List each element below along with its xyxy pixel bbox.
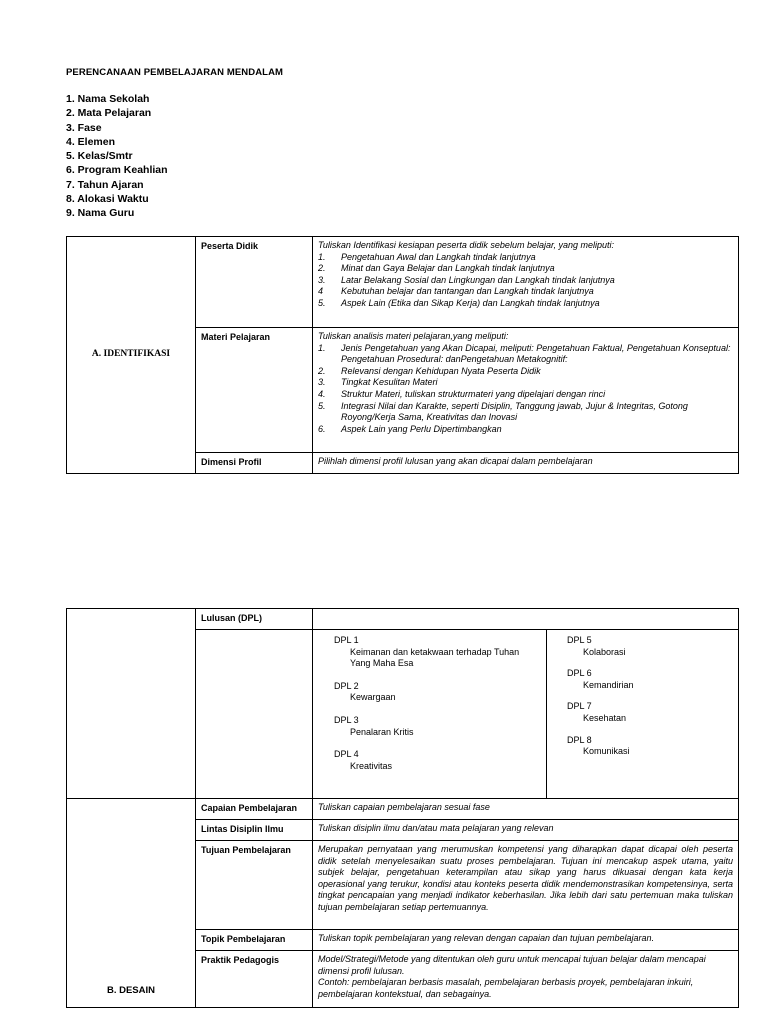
identifikasi-section-label: A. IDENTIFIKASI xyxy=(67,237,196,474)
list-item: 2. Relevansi dengan Kehidupan Nyata Peserta Didik xyxy=(318,365,541,376)
desain-top-spacer xyxy=(67,609,196,799)
tujuan-pembelajaran-label: Tujuan Pembelajaran xyxy=(196,841,313,930)
field-mata-pelajaran: 2. Mata Pelajaran xyxy=(66,107,152,120)
peserta-didik-list xyxy=(318,252,733,310)
dpl-item: DPL 8 Komunikasi xyxy=(567,734,630,757)
field-fase: 3. Fase xyxy=(66,121,102,134)
list-item: 6. Aspek Lain yang Perlu Dipertimbangkan xyxy=(318,423,502,434)
list-item: 3. Latar Belakang Sosial dan Lingkungan dan Langkah tindak lanjutnya xyxy=(318,274,615,285)
materi-pelajaran-label: Materi Pelajaran xyxy=(196,328,313,453)
dpl-item: DPL 3 Penalaran Kritis xyxy=(334,714,414,737)
dpl-item: DPL 4 Kreativitas xyxy=(334,749,393,771)
field-elemen: 4. Elemen xyxy=(66,135,116,148)
topik-pembelajaran-text: Tuliskan topik pembelajaran yang relevan dengan capaian dan tujuan pembelajaran. xyxy=(313,930,739,951)
dimensi-profil-label: Dimensi Profil xyxy=(196,453,313,474)
dpl-column-right xyxy=(547,630,640,798)
dpl-item: DPL 2 Kewargaan xyxy=(334,680,396,703)
dpl-column-left xyxy=(313,630,547,798)
dpl-label-empty xyxy=(196,630,313,799)
field-nama-sekolah: 1. Nama Sekolah xyxy=(66,93,150,105)
list-item: 5. Aspek Lain (Etika dan Sikap Kerja) dan Langkah tindak lanjutnya xyxy=(318,297,600,308)
field-kelas-smtr: 5. Kelas/Smtr xyxy=(66,150,133,163)
field-program-keahlian: 6. Program Keahlian xyxy=(66,164,168,177)
dpl-item: DPL 5 Kolaborasi xyxy=(567,635,626,657)
lulusan-dpl-empty xyxy=(313,609,739,630)
capaian-pembelajaran-text: Tuliskan capaian pembelajaran sesuai fase xyxy=(313,799,739,820)
list-item: 5. Integrasi Nilai dan Karakte, seperti Disiplin, Tanggung jawab, Jujur & Integritas, Gotong Royong/Kerja Sama, Kreativitas dan Inovasi xyxy=(318,400,688,423)
materi-pelajaran-content xyxy=(313,328,739,453)
identifikasi-table xyxy=(66,236,739,474)
praktik-pedagogis-example: Contoh: pembelajaran berbasis masalah, pembelajaran berbasis proyek, pembelajaran inkuiri, pembelajaran kontekstual, dan sebagainya. xyxy=(318,977,694,999)
tujuan-pembelajaran-text: Merupakan pernyataan yang merumuskan kompetensi yang diharapkan dapat dicapai oleh peserta didik setelah menyelesaikan suatu proses pembelajaran. Tujuan ini mencakup aspek utama, yaitu subjek belajar, pengetahuan keterampilan atau sikap yang harus dikuasai dengan kata kerja operasional yang terukur, kondisi atau konteks peserta didik mendemonstrasikan kompetensinya, serta tingkat pencapaian yang menjadi indikator keberhasilan. Jika lebih dari satu pertemuan maka tuliskan tujuan pembelajaran setiap pertemuannya. xyxy=(313,841,739,930)
list-item: 4. Struktur Materi, tuliskan strukturmateri yang dipelajari dengan rinci xyxy=(318,388,606,399)
field-alokasi-waktu: 8. Alokasi Waktu xyxy=(66,193,149,206)
list-item: 1. Pengetahuan Awal dan Langkah tindak lanjutnya xyxy=(318,251,536,262)
dpl-item: DPL 7 Kesehatan xyxy=(567,701,627,723)
peserta-didik-content xyxy=(313,237,739,328)
identity-field-list xyxy=(66,92,168,221)
list-item: 4 Kebutuhan belajar dan tantangan dan Langkah tindak lanjutnya xyxy=(318,286,594,297)
praktik-pedagogis-text: Model/Strategi/Metode yang ditentukan oleh guru untuk mencapai tujuan belajar dalam mencapai dimensi profil lulusan. xyxy=(318,954,706,976)
peserta-didik-intro: Tuliskan Identifikasi kesiapan peserta didik sebelum belajar, yang meliputi: xyxy=(318,240,614,250)
capaian-pembelajaran-label: Capaian Pembelajaran xyxy=(196,799,313,820)
field-nama-guru: 9. Nama Guru xyxy=(66,207,135,220)
dpl-item: DPL 1 Keimanan dan ketakwaan terhadap Tuhan Yang Maha Esa xyxy=(334,635,520,669)
desain-table xyxy=(66,608,739,1008)
lintas-disiplin-label: Lintas Disiplin Ilmu xyxy=(196,820,313,841)
list-item: 1. Jenis Pengetahuan yang Akan Dicapai, meliputi: Pengetahuan Faktual, Pengetahuan Konseptual: Pengetahuan Prosedural: danPengetahuan Metakognitif: xyxy=(318,342,731,365)
materi-pelajaran-list xyxy=(318,343,733,436)
list-item: 3. Tingkat Kesulitan Materi xyxy=(318,377,438,388)
lulusan-dpl-label: Lulusan (DPL) xyxy=(196,609,313,630)
dimensi-profil-text: Pilihlah dimensi profil lulusan yang akan dicapai dalam pembelajaran xyxy=(313,453,739,474)
praktik-pedagogis-content xyxy=(313,951,739,1008)
peserta-didik-label: Peserta Didik xyxy=(196,237,313,328)
document-title: PERENCANAAN PEMBELAJARAN MENDALAM xyxy=(66,67,284,78)
praktik-pedagogis-label: Praktik Pedagogis xyxy=(196,951,313,1008)
dpl-item: DPL 6 Kemandirian xyxy=(567,668,634,690)
materi-pelajaran-intro: Tuliskan analisis materi pelajaran,yang meliputi: xyxy=(318,331,509,341)
lintas-disiplin-text: Tuliskan disiplin ilmu dan/atau mata pelajaran yang relevan xyxy=(313,820,739,841)
field-tahun-ajaran: 7. Tahun Ajaran xyxy=(66,178,144,191)
list-item: 2. Minat dan Gaya Belajar dan Langkah tindak lanjutnya xyxy=(318,263,555,274)
desain-section-label: B. DESAIN xyxy=(67,799,196,1008)
topik-pembelajaran-label: Topik Pembelajaran xyxy=(196,930,313,951)
dpl-grid xyxy=(313,630,739,799)
